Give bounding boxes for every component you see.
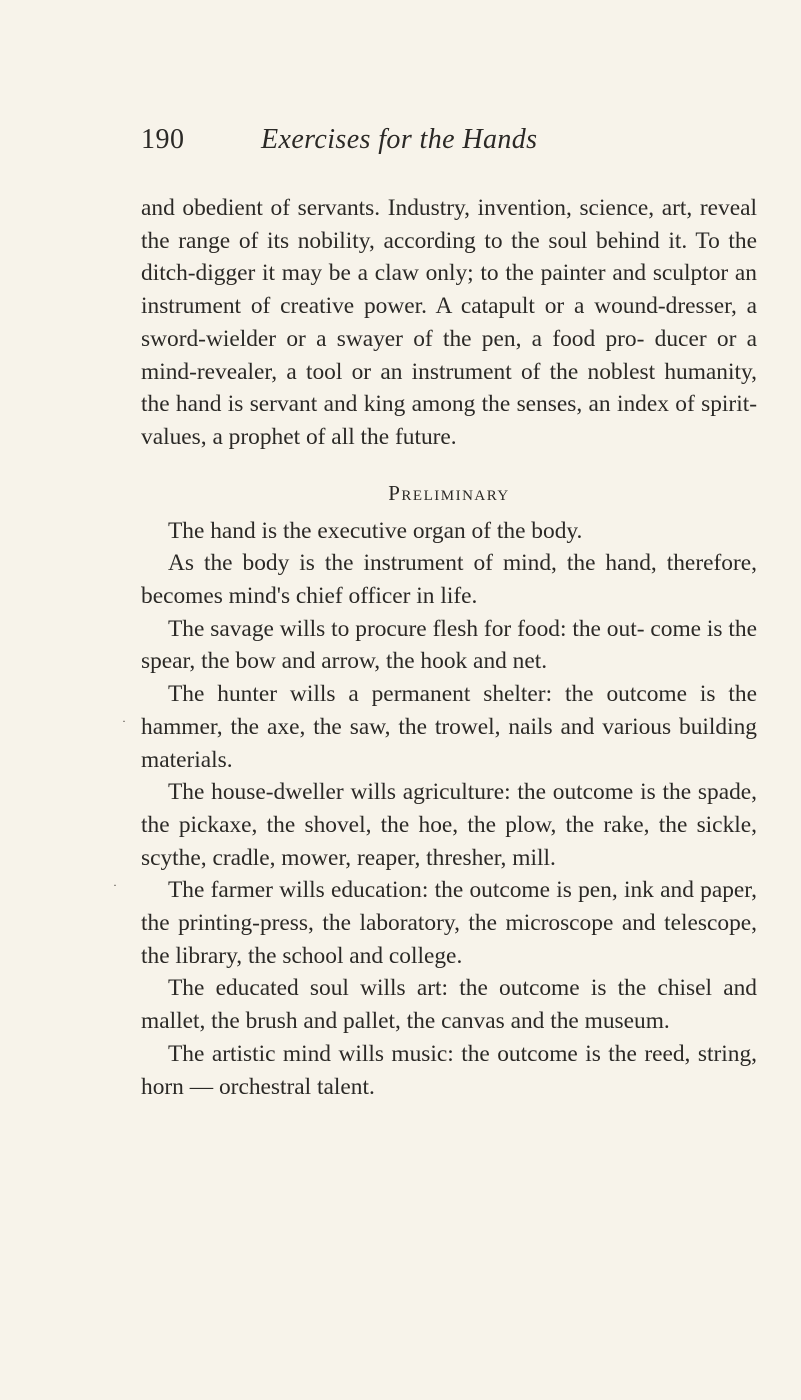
page-number: 190 [141, 124, 185, 155]
running-head [141, 124, 761, 164]
section-heading: Preliminary [388, 480, 510, 505]
paragraph-7: The educated soul wills art: the outcome is the chisel and mallet, the brush and pallet, the canvas and the museum. [141, 975, 757, 1035]
paragraph-3: The savage wills to procure flesh for food: the out- come is the spear, the bow and arrow, the hook and net. [141, 615, 757, 675]
paragraph-5: The house-dweller wills agriculture: the outcome is the spade, the pickaxe, the shovel, the hoe, the plow, the rake, the sickle, scythe, cradle, mower, reaper, thresher, mill. [141, 779, 757, 871]
body-text [141, 192, 757, 1103]
running-title: Exercises for the Hands [261, 124, 538, 155]
margin-dot: · [122, 714, 126, 728]
paragraph-4: The hunter wills a permanent shelter: the outcome is the hammer, the axe, the saw, the trowel, nails and various building materials. [141, 681, 757, 773]
paragraph-2: As the body is the instrument of mind, the hand, therefore, becomes mind's chief officer in life. [141, 550, 757, 610]
margin-dot: · [113, 878, 117, 892]
paragraph-1: The hand is the executive organ of the body. [168, 517, 583, 544]
paragraph-6: The farmer wills education: the outcome is pen, ink and paper, the printing-press, the laboratory, the microscope and telescope, the library, the school and college. [141, 877, 757, 969]
opening-paragraph: and obedient of servants. Industry, invention, science, art, reveal the range of its nobility, according to the soul behind it. To the ditch-digger it may be a claw only; to the painter and sculptor an instrument of creative power. A catapult or a wound-dresser, a sword-wielder or a swayer of the pen, a food pro- ducer or a mind-revealer, a tool or an instrument of the noblest humanity, the hand is servant and king among the senses, an index of spirit-values, a prophet of all the future. [141, 195, 757, 450]
paragraph-8: The artistic mind wills music: the outcome is the reed, string, horn — orchestral talent. [141, 1040, 757, 1100]
